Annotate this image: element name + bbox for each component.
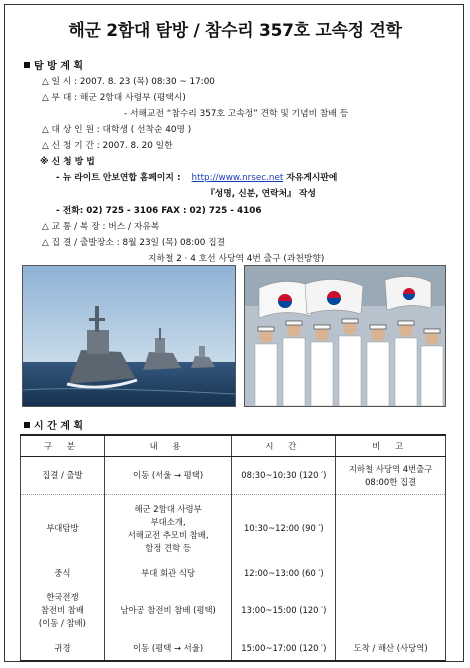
cell-note: 지하철 사당역 4번출구 08:00한 집결	[336, 457, 446, 495]
cell-category: 한국전쟁 참전비 참배 (이동 / 참배)	[21, 585, 105, 637]
schedule-header-row	[21, 435, 446, 457]
square-bullet-icon	[24, 422, 30, 428]
cell-content: 이동 (평택 → 서울)	[104, 637, 232, 661]
cell-note	[336, 563, 446, 585]
meet-value: 8월 23일 (목) 08:00 집결	[122, 238, 226, 248]
cell-note	[336, 585, 446, 637]
table-row	[21, 637, 446, 661]
target-label: △ 대 상 인 원 :	[42, 125, 100, 135]
cell-note: 도착 / 해산 (사당역)	[336, 637, 446, 661]
cell-content: 남아공 참전비 참배 (평택)	[104, 585, 232, 637]
table-row	[21, 457, 446, 495]
unit-label: △ 부 대 :	[42, 93, 78, 103]
date-value: 2007. 8. 23 (목) 08:30 ~ 17:00	[79, 77, 215, 87]
table-row	[21, 495, 446, 563]
period-label: △ 신 청 기 간 :	[42, 141, 100, 151]
schedule-heading-text: 시 간 계 획	[34, 421, 84, 432]
sailors-with-flags-photo-icon	[244, 265, 446, 407]
table-row	[21, 585, 446, 637]
cell-content: 해군 2함대 사령부 부대소개, 서해교전 추모비 참배, 함정 견학 등	[104, 495, 232, 563]
period-value: 2007. 8. 20 일한	[102, 141, 173, 151]
unit-sub: - 서해교전 “참수리 357호 고속정” 견학 및 기념비 참배 등	[124, 109, 349, 119]
header-category: 구 분	[21, 435, 105, 457]
method-heading: ※ 신 청 방 법	[40, 157, 95, 167]
transport-value: 버스 / 자유복	[108, 222, 160, 232]
cell-time: 15:00~17:00 (120 ′)	[232, 637, 336, 661]
homepage-link[interactable]: http://www.nrsec.net	[191, 173, 284, 183]
cell-time: 12:00~13:00 (60 ′)	[232, 563, 336, 585]
method-line1	[56, 170, 337, 183]
cell-category: 집결 / 출발	[21, 457, 105, 495]
method-prefix: - 뉴 라이트 안보연합 홈페이지 :	[56, 173, 181, 183]
cell-category: 중식	[21, 563, 105, 585]
cell-time: 08:30~10:30 (120 ′)	[232, 457, 336, 495]
unit-value: 해군 2함대 사령부 (평택시)	[79, 93, 186, 103]
method-phone: - 전화: 02) 725 - 3106 FAX : 02) 725 - 4106	[56, 206, 262, 216]
unit-row	[42, 90, 186, 103]
transport-row	[42, 219, 159, 232]
schedule-table	[20, 434, 446, 662]
plan-heading-text: 탐 방 계 획	[34, 61, 84, 72]
cell-content: 부대 회관 식당	[104, 563, 232, 585]
transport-label: △ 교 통 / 복 장 :	[42, 222, 106, 232]
method-line2: 『성명, 신분, 연락처』 작성	[206, 189, 316, 199]
meet-sub: 지하철 2 · 4 호선 사당역 4번 출구 (과천방향)	[148, 254, 325, 264]
method-suffix: 자유게시판에	[286, 173, 338, 183]
date-label: △ 일 시 :	[42, 77, 78, 87]
header-content: 내 용	[104, 435, 232, 457]
cell-category: 귀경	[21, 637, 105, 661]
target-row	[42, 122, 191, 135]
date-row	[42, 74, 215, 87]
warships-photo-icon	[22, 265, 236, 407]
cell-time: 10:30~12:00 (90 ′)	[232, 495, 336, 563]
page-title: 해군 2함대 탐방 / 참수리 357호 고속정 견학	[68, 21, 402, 41]
cell-note	[336, 495, 446, 563]
meet-row	[42, 235, 225, 248]
cell-content: 이동 (서울 → 평택)	[104, 457, 232, 495]
square-bullet-icon	[24, 62, 30, 68]
cell-time: 13:00~15:00 (120 ′)	[232, 585, 336, 637]
header-note: 비 고	[336, 435, 446, 457]
cell-category: 부대탐방	[21, 495, 105, 563]
period-row	[42, 138, 173, 151]
plan-heading	[24, 57, 83, 72]
table-row	[21, 563, 446, 585]
meet-label: △ 집 결 / 출발장소 :	[42, 238, 120, 248]
schedule-heading	[24, 417, 83, 432]
header-time: 시 간	[232, 435, 336, 457]
target-value: 대학생 ( 선착순 40명 )	[102, 125, 192, 135]
